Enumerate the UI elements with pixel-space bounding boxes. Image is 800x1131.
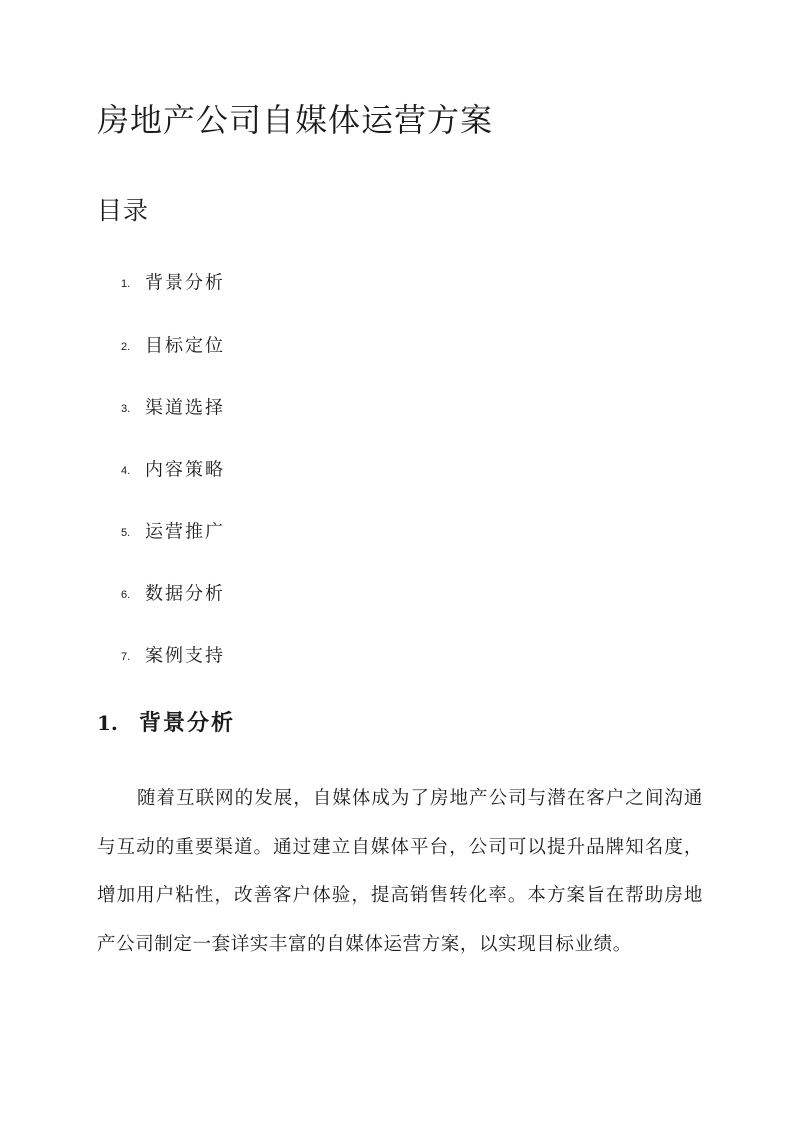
toc-item	[121, 579, 225, 609]
toc-heading: 目录	[97, 196, 150, 225]
toc-item-label: 目标定位	[145, 335, 225, 357]
toc-item-label: 运营推广	[145, 521, 225, 543]
toc-item-number: 6.	[121, 588, 131, 601]
toc-item	[121, 517, 225, 547]
toc-item-number: 1.	[121, 277, 131, 290]
toc-item-label: 数据分析	[145, 583, 225, 605]
toc-item	[121, 331, 225, 361]
body-paragraph: 随着互联网的发展，自媒体成为了房地产公司与潜在客户之间沟通与互动的重要渠道。通过建立自媒体平台，公司可以提升品牌知名度，增加用户粘性，改善客户体验，提高销售转化率。本方案旨在帮助房地产公司制定一套详实丰富的自媒体运营方案，以实现目标业绩。	[97, 788, 703, 955]
toc-item	[121, 641, 225, 671]
toc-item-label: 渠道选择	[145, 397, 225, 419]
toc-item-number: 5.	[121, 526, 131, 539]
toc-item	[121, 455, 225, 485]
section-number: 1.	[97, 711, 118, 735]
toc-item-number: 3.	[121, 402, 131, 415]
toc-item-number: 2.	[121, 340, 131, 353]
toc-item	[121, 268, 225, 298]
toc-item	[121, 393, 225, 423]
document-title: 房地产公司自媒体运营方案	[97, 101, 494, 139]
toc-item-label: 内容策略	[145, 459, 225, 481]
toc-item-number: 7.	[121, 650, 131, 663]
toc-item-label: 案例支持	[145, 645, 225, 667]
toc-item-label: 背景分析	[145, 272, 225, 294]
section-heading	[97, 703, 235, 744]
toc-item-number: 4.	[121, 464, 131, 477]
section-title: 背景分析	[139, 711, 236, 736]
